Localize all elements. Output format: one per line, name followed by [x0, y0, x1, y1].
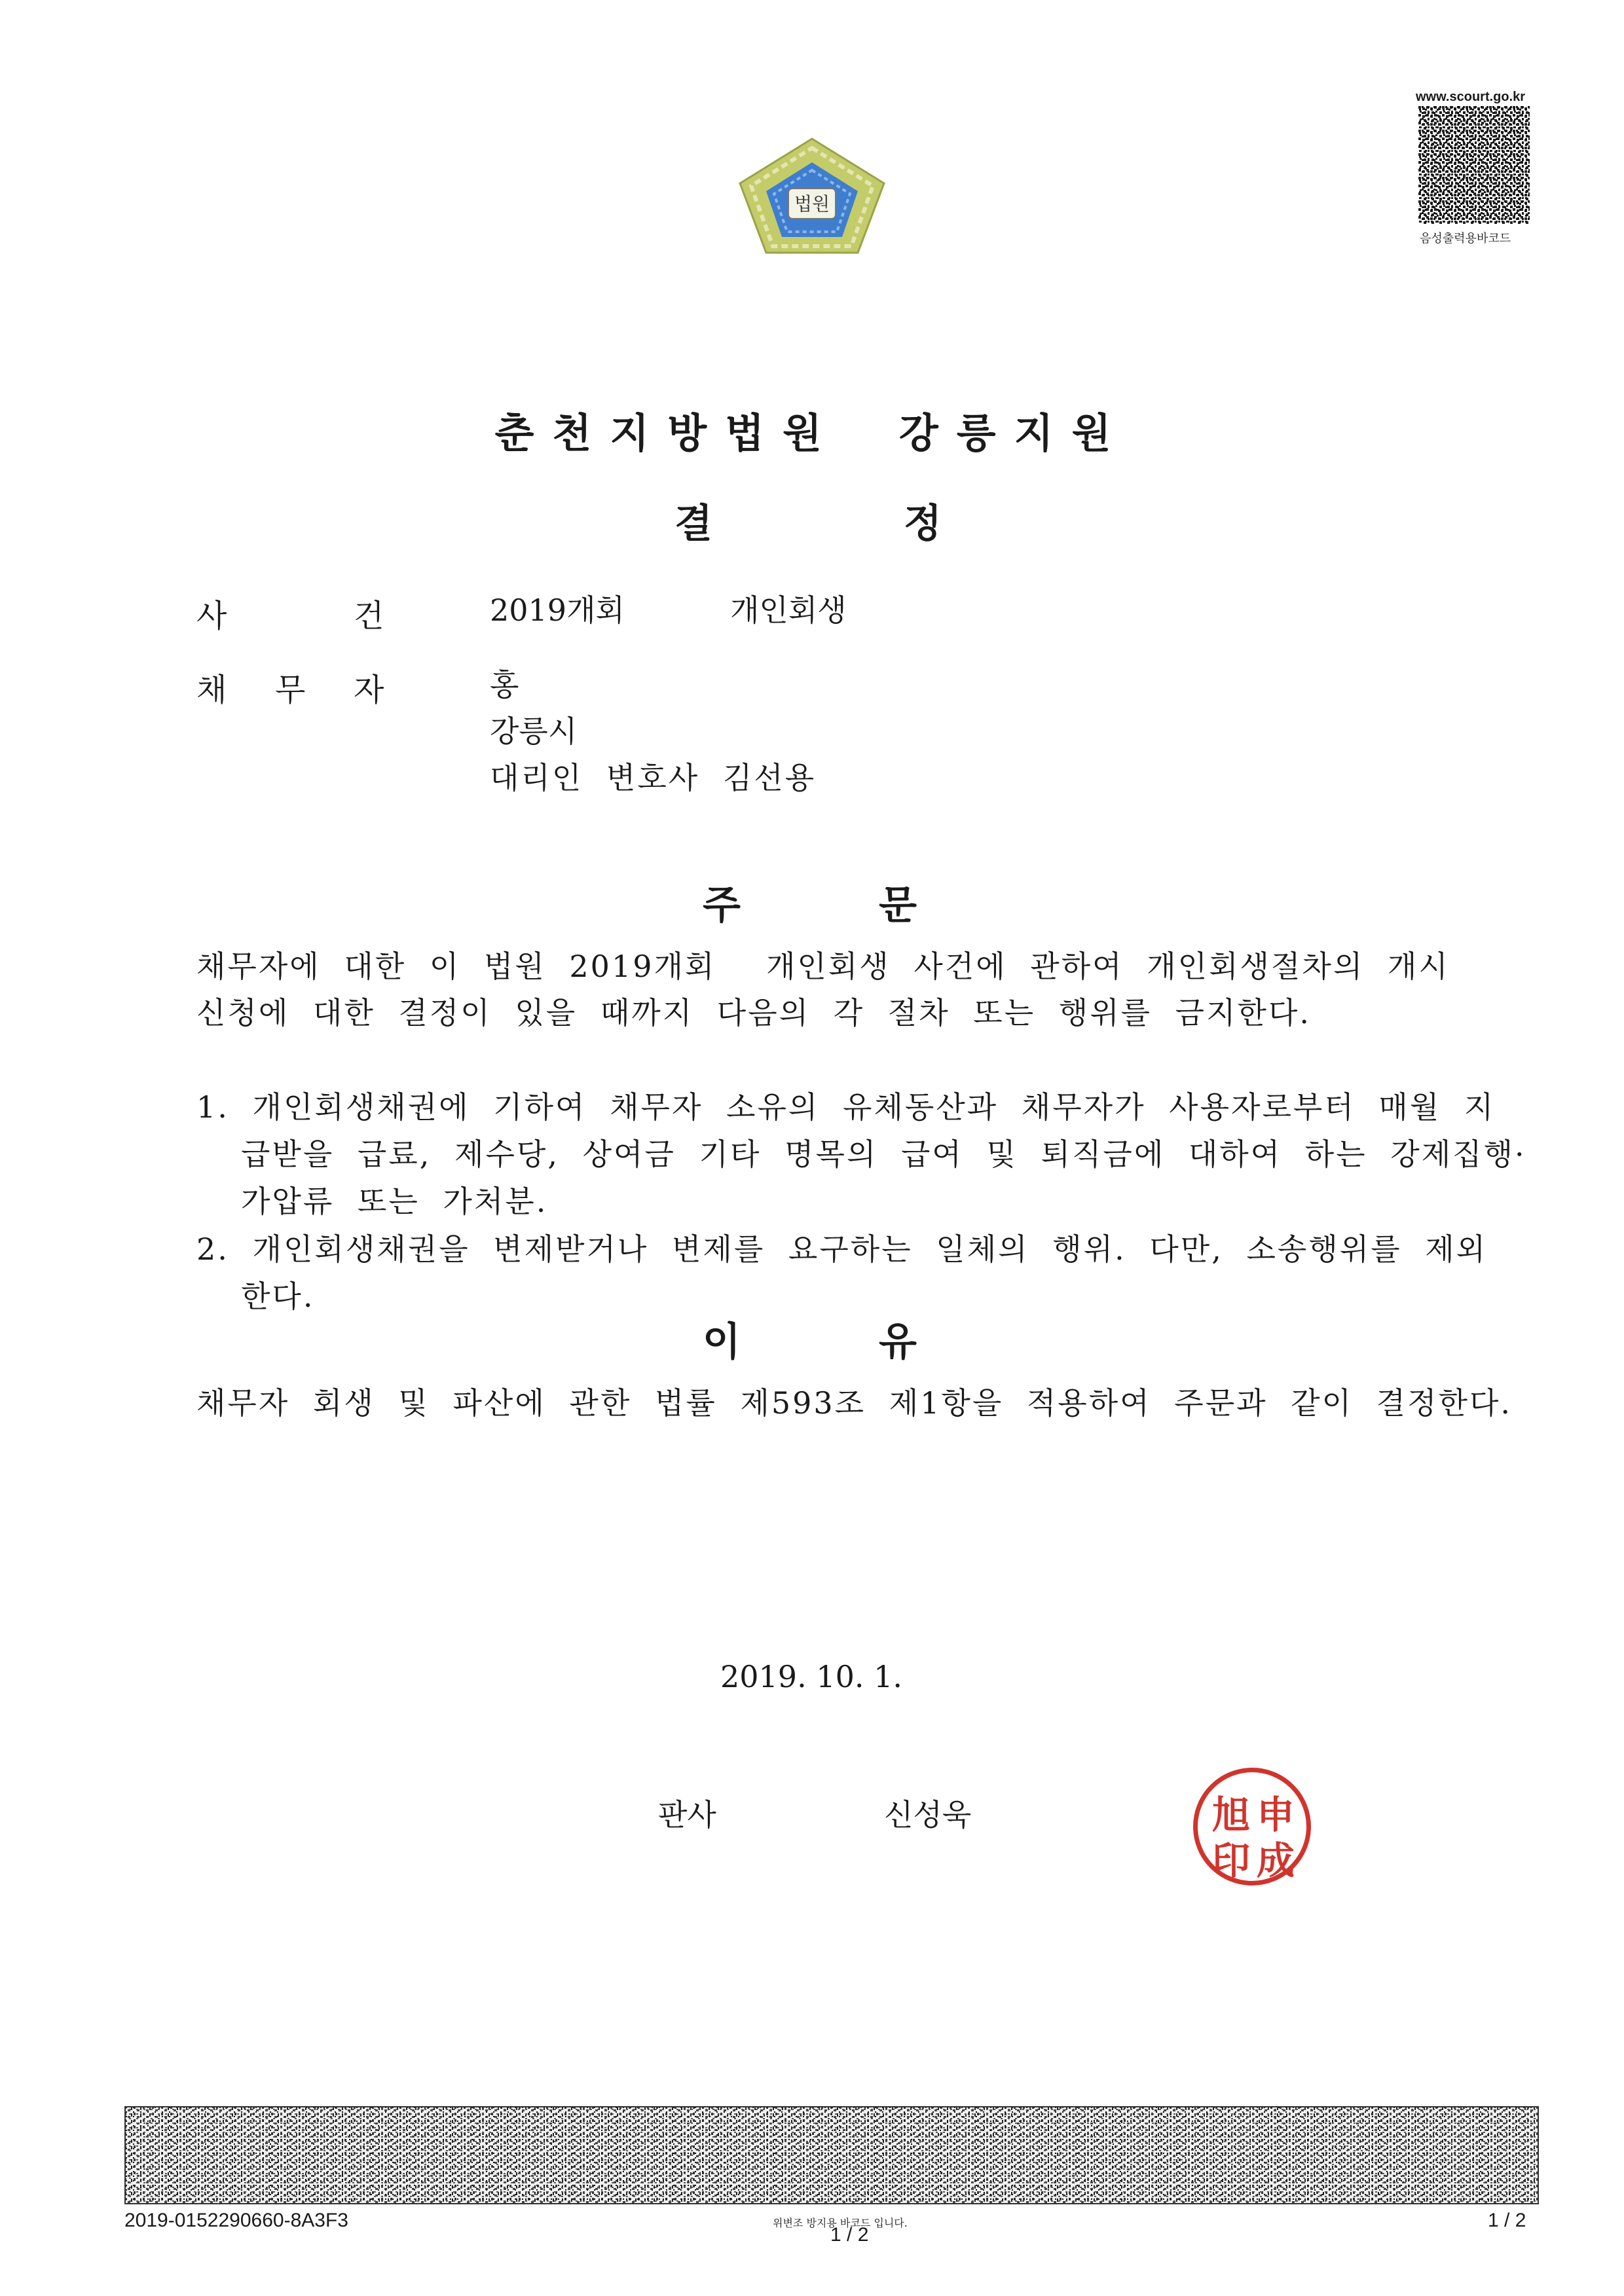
debtor-address: 강릉시 [490, 714, 578, 749]
branch-name: 강릉지원 [898, 409, 1130, 457]
voice-output-qr-code [1418, 106, 1530, 224]
anti-forgery-barcode [124, 2106, 1539, 2204]
order-para-line1b: 개인회생 사건에 관하여 개인회생절차의 개시 [766, 949, 1450, 984]
doc-type-right: 정 [904, 501, 942, 547]
debtor-label-1: 채 [196, 672, 227, 708]
case-label-2: 건 [354, 598, 384, 634]
seal-char-3: 旭 [1212, 1793, 1251, 1837]
order-para-line1a: 채무자에 대한 이 법원 2019개회 [196, 949, 716, 984]
order-item1-line2: 급받을 급료, 제수당, 상여금 기타 명목의 급여 및 퇴직금에 대하여 하는 강제집행· [241, 1137, 1526, 1172]
order-item1-line1: 1. 개인회생채권에 기하여 채무자 소유의 유체동산과 채무자가 사용자로부터 매월 지 [196, 1089, 1496, 1125]
document-id: 2019-0152290660-8A3F3 [124, 2210, 348, 2231]
order-title-left: 주 [703, 883, 741, 928]
decision-date: 2019. 10. 1. [720, 1659, 902, 1694]
seal-char-4: 印 [1212, 1838, 1251, 1883]
judge-role: 판사 [658, 1797, 716, 1832]
order-para-line2: 신청에 대한 결정이 있을 때까지 다음의 각 절차 또는 행위를 금지한다. [196, 995, 1312, 1030]
reason-text: 채무자 회생 및 파산에 관한 법률 제593조 제1항을 적용하여 주문과 같이 결정한다. [196, 1385, 1513, 1421]
reason-title-left: 이 [703, 1319, 741, 1365]
case-name: 개인회생 [730, 592, 847, 628]
judge-name: 신성욱 [884, 1797, 972, 1832]
agent-info: 대리인 변호사 김선용 [490, 760, 817, 795]
page-number-right: 1 / 2 [1488, 2210, 1526, 2231]
doc-type-left: 결 [674, 501, 712, 547]
seal-char-1: 申 [1257, 1793, 1295, 1837]
debtor-name: 홍 [490, 667, 519, 702]
order-item2-line1: 2. 개인회생채권을 변제받거나 변제를 요구하는 일체의 행위. 다만, 소송행위를 제외 [196, 1231, 1488, 1267]
page-number-center: 1 / 2 [830, 2224, 869, 2246]
order-item1-line3: 가압류 또는 가처분. [241, 1184, 548, 1219]
qr-url: www.scourt.go.kr [1416, 90, 1526, 104]
seal-char-2: 成 [1257, 1838, 1295, 1883]
order-item2-line2: 한다. [241, 1279, 315, 1314]
court-title [0, 401, 1624, 459]
emblem-text: 법원 [794, 193, 830, 215]
qr-caption: 음성출력용바코드 [1420, 232, 1511, 245]
judge-seal [1193, 1768, 1311, 1886]
reason-title-right: 유 [879, 1319, 917, 1365]
case-label-1: 사 [196, 598, 227, 634]
court-name: 춘천지방법원 [494, 409, 840, 457]
debtor-label-3: 자 [354, 672, 384, 708]
barcode-note: 위변조 방지용 바코드 입니다. [773, 2217, 908, 2229]
order-title-right: 문 [879, 883, 917, 928]
case-number: 2019개회 [490, 592, 625, 628]
debtor-label-2: 무 [275, 672, 306, 708]
